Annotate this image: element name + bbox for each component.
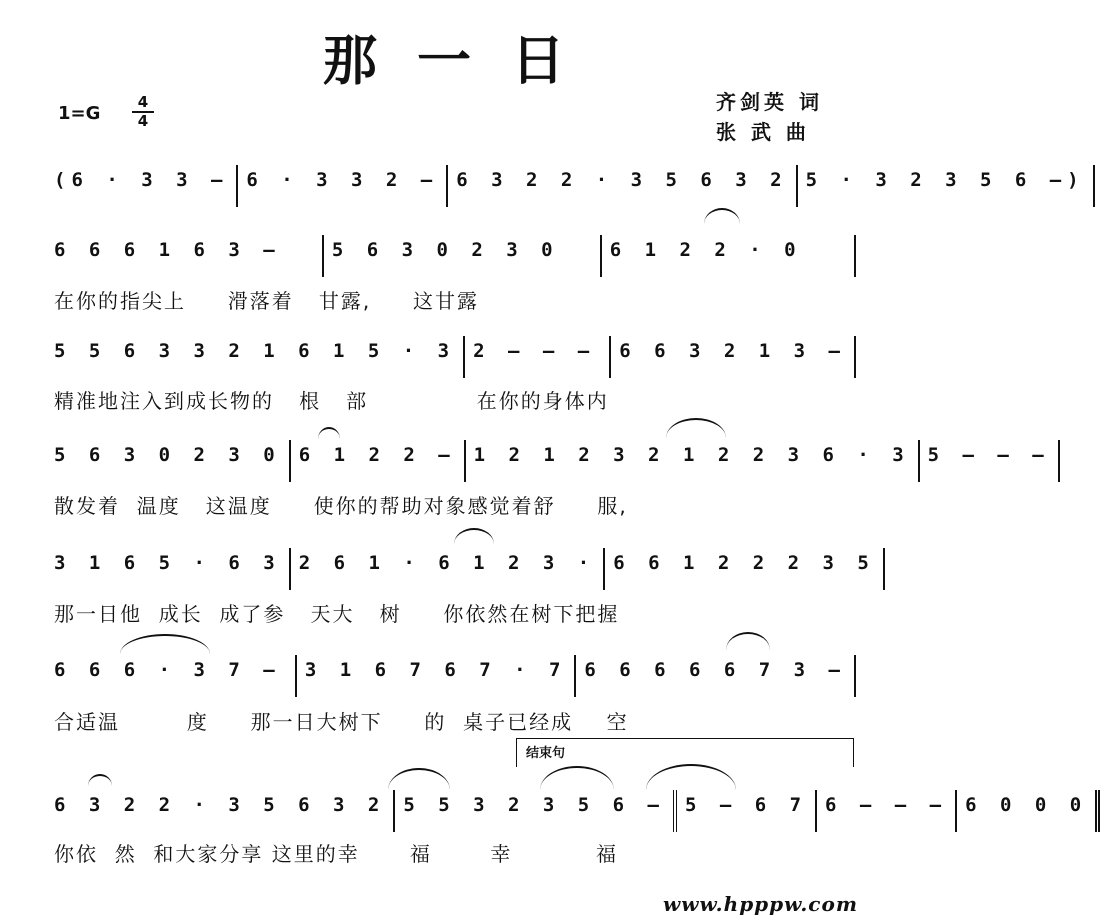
lyrics-line: 合适温 度 那一日大树下 的 桌子已经成 空 <box>54 710 629 734</box>
key-signature: 1=G <box>58 103 101 124</box>
measure: 6 3 2 2 · 3 5 6 3 2 <box>54 794 386 816</box>
meter-top: 4 <box>137 93 149 111</box>
slur-mark <box>454 528 494 544</box>
ending-label: 结束句 <box>526 746 566 761</box>
lyrics-line: 散发着 温度 这温度 使你的帮助对象感觉着舒 服, <box>54 494 628 518</box>
music-line <box>46 336 856 378</box>
measure: 5 · 3 2 3 5 6 —) <box>796 165 1095 207</box>
music-line-intro <box>46 165 1085 207</box>
meter-bottom: 4 <box>132 111 154 130</box>
lyrics-line: 你依 然 和大家分享 这里的幸 福 幸 福 <box>54 842 619 866</box>
slur-mark <box>388 768 450 790</box>
measure: 3 1 6 7 6 7 · 7 <box>295 655 575 697</box>
tie-mark <box>318 427 340 439</box>
measure: 6 — — — <box>815 790 955 832</box>
measure: 6 1 2 2 · 0 <box>600 235 856 277</box>
measure: 2 6 1 · 6 1 2 3 · <box>289 548 603 590</box>
measure: 6 3 2 2 · 3 5 6 3 2 <box>446 165 795 207</box>
measure: 5 5 6 3 3 2 1 6 1 5 · 3 <box>54 340 456 362</box>
measure: (6 · 3 3 — <box>54 169 229 191</box>
lyrics-line: 精准地注入到成长物的 根 部 在你的身体内 <box>54 389 609 413</box>
measure: 5 6 3 0 2 3 0 <box>54 444 281 466</box>
measure: 6 1 2 2 — <box>289 440 464 482</box>
lyrics-line: 在你的指尖上 滑落着 甘露, 这甘露 <box>54 289 480 313</box>
measure: 6 6 1 2 2 2 3 5 <box>603 548 885 590</box>
measure: 6 · 3 3 2 — <box>236 165 446 207</box>
music-line <box>46 440 1050 482</box>
measure: 6 6 3 2 1 3 — <box>609 336 856 378</box>
tie-mark <box>88 774 112 786</box>
measure: 2 — — — <box>463 336 609 378</box>
measure: 6 6 6 6 6 7 3 — <box>574 655 856 697</box>
music-line <box>46 790 1088 832</box>
time-signature <box>132 94 154 130</box>
measure: 6 0 0 0 <box>955 790 1100 832</box>
measure: 6 6 6 · 3 7 — <box>54 659 281 681</box>
tie-mark <box>704 208 740 224</box>
measure: 6 6 6 1 6 3 — <box>54 239 281 261</box>
measure: 3 1 6 5 · 6 3 <box>54 552 281 574</box>
song-title: 那一日 <box>323 28 605 92</box>
music-line <box>46 655 856 697</box>
composer-credit: 张 武 曲 <box>716 120 810 144</box>
measure: 5 5 3 2 3 5 6 — <box>393 790 673 832</box>
slur-mark <box>646 764 736 790</box>
measure: 5 6 3 0 2 3 0 <box>322 235 600 277</box>
measure: 1 2 1 2 3 2 1 2 2 3 6 · 3 <box>464 440 918 482</box>
lyrics-line: 那一日他 成长 成了参 天大 树 你依然在树下把握 <box>54 602 620 626</box>
music-line <box>46 235 856 277</box>
slur-mark <box>666 418 726 438</box>
ending-bracket <box>516 738 854 767</box>
measure: 5 — — — <box>918 440 1060 482</box>
measure: 5 — 6 7 <box>673 790 815 832</box>
slur-mark <box>726 632 770 650</box>
slur-mark <box>120 634 210 654</box>
lyricist-credit: 齐剑英 词 <box>716 90 823 114</box>
slur-mark <box>540 766 614 790</box>
music-line <box>46 548 875 590</box>
website-watermark: www.hpppw.com <box>663 892 858 916</box>
